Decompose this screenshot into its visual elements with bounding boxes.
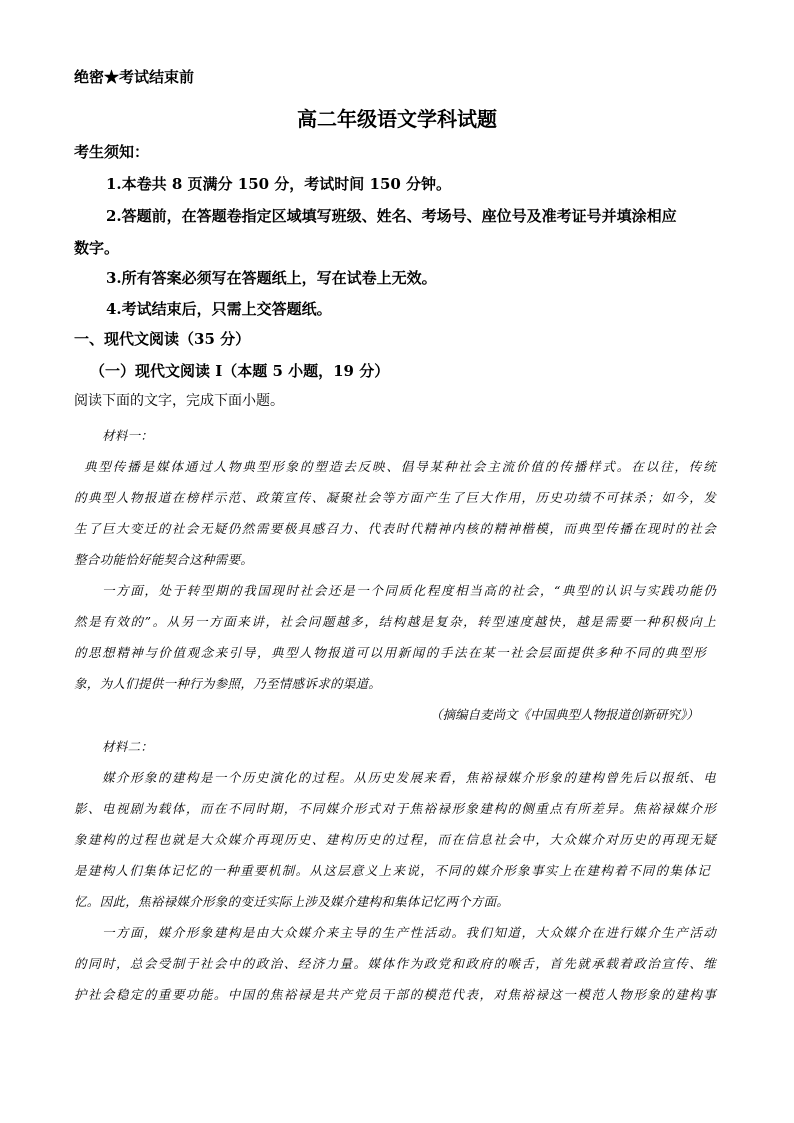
material-1-line: 一方面，处于转型期的我国现时社会还是一个同质化程度相当高的社会，“典型的认识与实践功能仍 bbox=[102, 583, 716, 598]
material-2-line: 忆。因此，焦裕禄媒介形象的变迁实际上涉及媒介建构和集体记忆两个方面。 bbox=[74, 894, 510, 909]
material-2-line: 象建构的过程也就是大众媒介再现历史、建构历史的过程，而在信息社会中，大众媒介对历史的再现无疑 bbox=[74, 832, 716, 847]
material-2-line: 影、电视剧为载体，而在不同时期，不同媒介形式对于焦裕禄形象建构的侧重点有所差异。焦裕禄媒介形 bbox=[74, 801, 716, 816]
notice-item-3: 3.所有答案必须写在答题纸上，写在试卷上无效。 bbox=[106, 269, 437, 287]
material-2-line: 是建构人们集体记忆的一种重要机制。从这层意义上来说，不同的媒介形象事实上在建构着不同的集体记 bbox=[74, 863, 710, 878]
confidential-label: 绝密★考试结束前 bbox=[74, 68, 195, 86]
material-1-line: 生了巨大变迁的社会无疑仍然需要极具感召力、代表时代精神内核的精神楷模，而典型传播在现时的社会 bbox=[74, 521, 716, 536]
notice-heading: 考生须知： bbox=[74, 143, 150, 161]
section-heading: 一、现代文阅读（35 分） bbox=[74, 330, 251, 348]
material-1-line: 的典型人物报道在榜样示范、政策宣传、凝聚社会等方面产生了巨大作用，历史功绩不可抹杀；如今，发 bbox=[74, 490, 716, 505]
material-1-source: （摘编自麦尚文《中国典型人物报道创新研究》） bbox=[430, 707, 699, 722]
page-title: 高二年级语文学科试题 bbox=[297, 107, 497, 131]
notice-item-2: 2.答题前，在答题卷指定区域填写班级、姓名、考场号、座位号及准考证号并填涂相应 bbox=[106, 207, 677, 225]
notice-item-2-continued: 数字。 bbox=[74, 239, 120, 257]
material-1-line: 典型传播是媒体通过人物典型形象的塑造去反映、倡导某种社会主流价值的传播样式。在以往，传统 bbox=[84, 459, 716, 474]
material-1-line: 然是有效的”。从另一方面来讲，社会问题越多，结构越是复杂，转型速度越快，越是需要一种积极向上 bbox=[74, 614, 716, 629]
section-subheading: （一）现代文阅读 I（本题 5 小题，19 分） bbox=[90, 362, 390, 380]
material-1-label: 材料一： bbox=[102, 428, 154, 443]
notice-item-4: 4.考试结束后，只需上交答题纸。 bbox=[106, 300, 332, 318]
reading-instruction: 阅读下面的文字，完成下面小题。 bbox=[74, 393, 284, 409]
material-2-line: 护社会稳定的重要功能。中国的焦裕禄是共产党员干部的模范代表，对焦裕禄这一模范人物形象的建构事 bbox=[74, 987, 716, 1002]
notice-item-1: 1.本卷共 8 页满分 150 分，考试时间 150 分钟。 bbox=[106, 175, 452, 193]
material-1-line: 整合功能恰好能契合这种需要。 bbox=[74, 552, 254, 567]
material-1-line: 象，为人们提供一种行为参照，乃至情感诉求的渠道。 bbox=[74, 676, 382, 691]
material-2-label: 材料二： bbox=[102, 739, 154, 754]
material-2-line: 的同时，总会受制于社会中的政治、经济力量。媒体作为政党和政府的喉舌，首先就承载着政治宣传、维 bbox=[74, 956, 716, 971]
material-2-line: 媒介形象的建构是一个历史演化的过程。从历史发展来看，焦裕禄媒介形象的建构曾先后以报纸、电 bbox=[102, 770, 716, 785]
material-2-line: 一方面，媒介形象建构是由大众媒介来主导的生产性活动。我们知道，大众媒介在进行媒介生产活动 bbox=[102, 925, 716, 940]
material-1-line: 的思想精神与价值观念来引导，典型人物报道可以用新闻的手法在某一社会层面提供多种不同的典型形 bbox=[74, 645, 706, 660]
